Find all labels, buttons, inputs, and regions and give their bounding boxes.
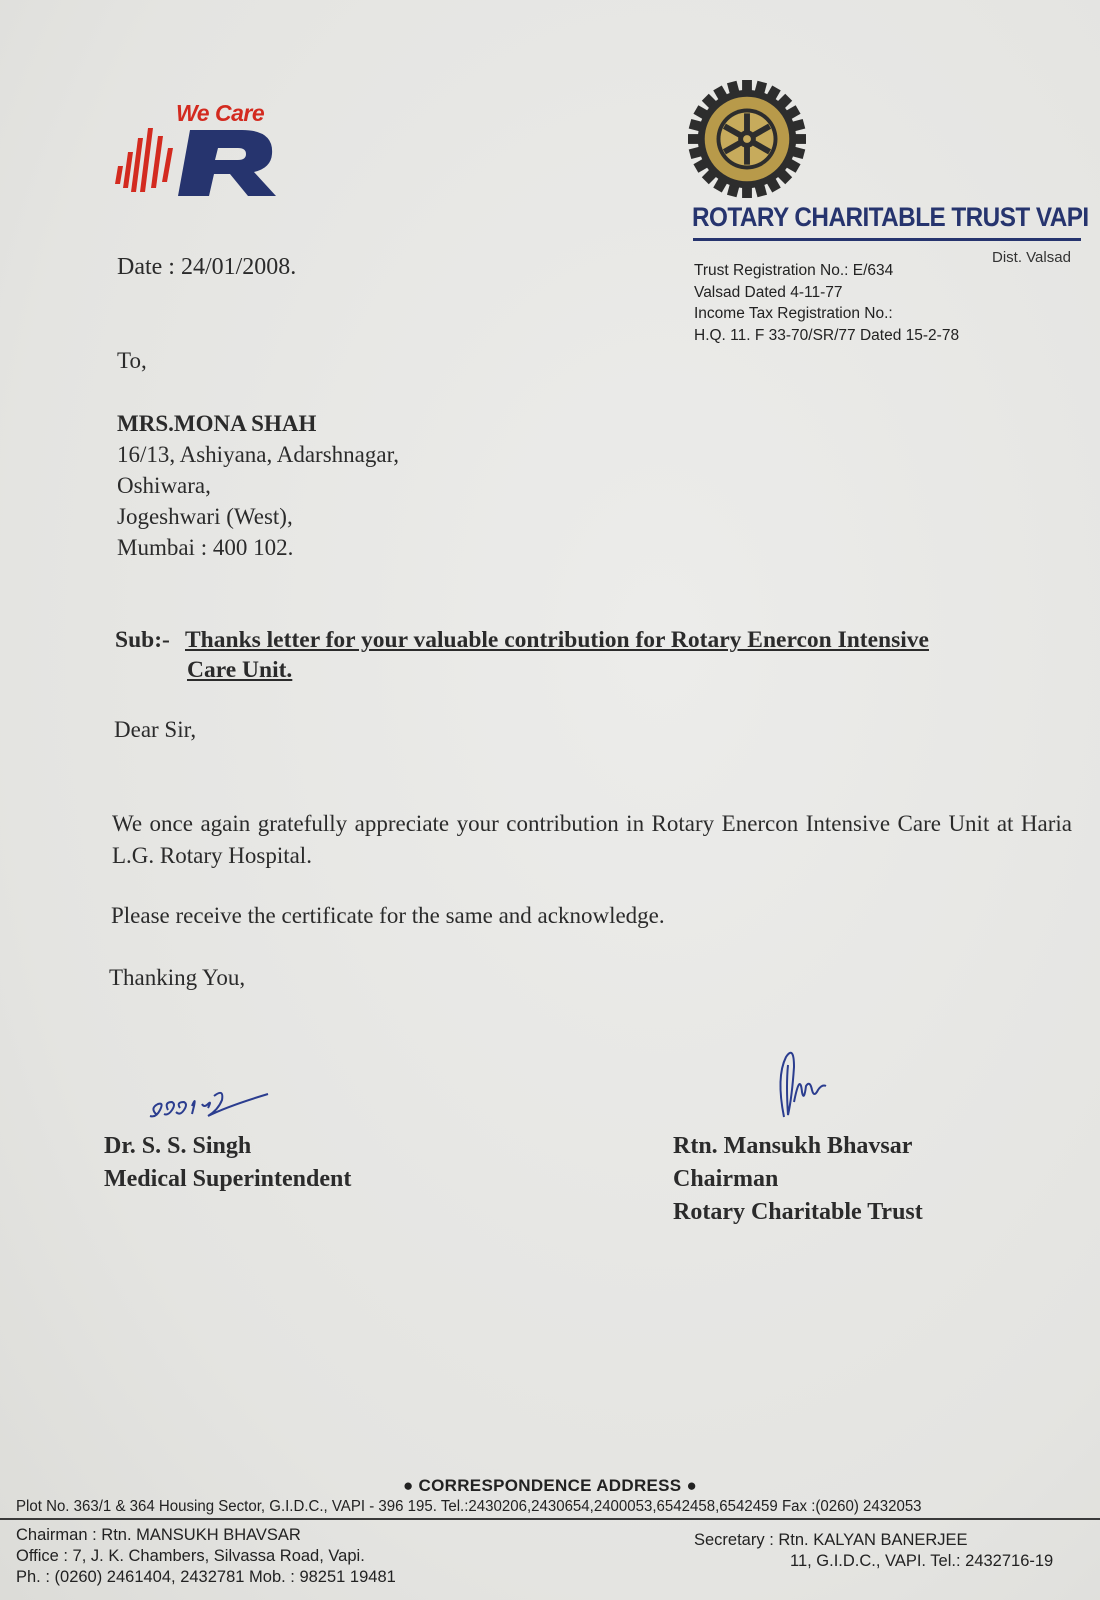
registration-block bbox=[694, 260, 959, 346]
footer-secretary: Secretary : Rtn. KALYAN BANERJEE bbox=[694, 1531, 968, 1549]
registration-line: Trust Registration No.: E/634 bbox=[694, 262, 894, 279]
left-signatory bbox=[104, 1130, 351, 1196]
body-paragraph: Please receive the certificate for the same and acknowledge. bbox=[111, 903, 665, 928]
signature-bhavsar-icon bbox=[772, 1042, 842, 1127]
signatory-title: Medical Superintendent bbox=[104, 1166, 352, 1192]
footer-secretary-block bbox=[694, 1530, 1053, 1572]
trust-title: ROTARY CHARITABLE TRUST VAPI bbox=[692, 202, 1089, 232]
address-line: 16/13, Ashiyana, Adarshnagar, bbox=[117, 442, 400, 467]
right-signatory bbox=[673, 1130, 923, 1229]
signature-singh-icon bbox=[146, 1076, 306, 1136]
correspondence-heading: ● CORRESPONDENCE ADDRESS ● bbox=[402, 1476, 698, 1495]
body-paragraph: We once again gratefully appreciate your contribution in Rotary Enercon Intensive Care Unit at Haria L.G. Rotary Hospital. bbox=[112, 811, 1072, 868]
we-care-tagline: We Care bbox=[176, 100, 265, 126]
to-label: To, bbox=[117, 348, 147, 373]
signatory-name: Dr. S. S. Singh bbox=[104, 1133, 252, 1159]
salutation: Dear Sir, bbox=[114, 717, 197, 742]
footer-rule bbox=[0, 1518, 1100, 1520]
footer-chairman-block bbox=[16, 1525, 396, 1588]
subject-text: Thanks letter for your valuable contribution for Rotary Enercon Intensive bbox=[185, 627, 929, 653]
trust-title-rule bbox=[693, 238, 1081, 241]
registration-line: Valsad Dated 4-11-77 bbox=[694, 283, 843, 301]
closing-line: Thanking You, bbox=[109, 965, 246, 990]
signatory-organization: Rotary Charitable Trust bbox=[673, 1199, 923, 1225]
correspondence-address: Plot No. 363/1 & 364 Housing Sector, G.I.D.C., VAPI - 396 195. Tel.:2430206,2430654,2400053,6542458,6542459 Fax :(0260) 2432053 bbox=[16, 1498, 922, 1515]
footer-office: Office : 7, J. K. Chambers, Silvassa Road, Vapi. bbox=[16, 1547, 365, 1565]
subject-label: Sub:- bbox=[115, 627, 170, 653]
recipient-name: MRS.MONA SHAH bbox=[117, 411, 317, 436]
address-line: Jogeshwari (West), bbox=[117, 504, 293, 529]
signatory-name: Rtn. Mansukh Bhavsar bbox=[673, 1133, 913, 1159]
rotary-wheel-icon bbox=[688, 80, 806, 198]
registration-line: Income Tax Registration No.: bbox=[694, 305, 893, 322]
recipient-address bbox=[117, 408, 399, 563]
subject-text-continued: Care Unit. bbox=[187, 657, 293, 683]
signatory-title: Chairman bbox=[673, 1166, 779, 1192]
registration-line: H.Q. 11. F 33-70/SR/77 Dated 15-2-78 bbox=[694, 326, 960, 344]
subject-line bbox=[115, 625, 1055, 685]
we-care-r-logo-icon bbox=[114, 122, 280, 198]
footer-secretary-address: 11, G.I.D.C., VAPI. Tel.: 2432716-19 bbox=[790, 1552, 1054, 1570]
address-line: Mumbai : 400 102. bbox=[117, 535, 294, 560]
address-line: Oshiwara, bbox=[117, 473, 211, 498]
district-label: Dist. Valsad bbox=[992, 249, 1071, 266]
footer-chairman: Chairman : Rtn. MANSUKH BHAVSAR bbox=[16, 1526, 301, 1544]
letter-date: Date : 24/01/2008. bbox=[117, 254, 297, 280]
footer-phone: Ph. : (0260) 2461404, 2432781 Mob. : 98251 19481 bbox=[16, 1568, 396, 1586]
